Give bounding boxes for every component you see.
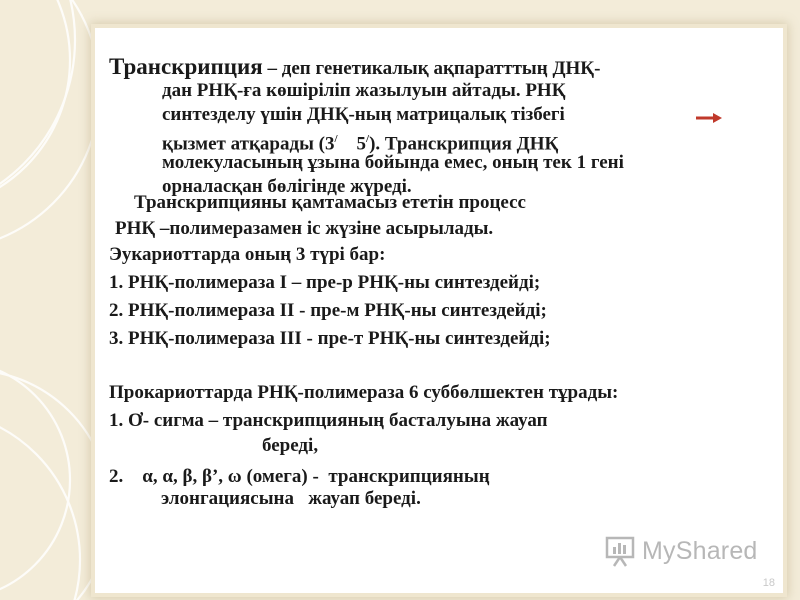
process-line-2: РНҚ –полимеразамен іс жүзіне асырылады. [115,218,494,239]
slide-title: Транскрипция [109,54,263,79]
eukaryote-item-3: 3. РНҚ-полимераза ІІІ - пре-т РНҚ-ны синтездейді; [109,328,551,349]
prokaryote-item-1-cont: береді, [262,435,319,456]
watermark [604,534,758,568]
prokaryote-intro: Прокариоттарда РНҚ-полимераза 6 суббөлшектен тұрады: [109,382,619,403]
page-number: 18 [762,577,775,589]
definition-line-6: орналасқан бөлігінде жүреді. [162,176,412,197]
eukaryote-item-2: 2. РНҚ-полимераза ІІ - пре-м РНҚ-ны синтездейді; [109,300,547,321]
watermark-text: MyShared [642,536,758,565]
process-line-1: Транскрипцияны қамтамасыз ететін процесс [134,192,526,213]
definition-line-5: молекуласының ұзына бойында емес, оның тек 1 гені [162,152,624,173]
arrow-right-icon [695,112,723,124]
definition-line-2: дан РНҚ-ға көшіріліп жазылуын айтады. РНҚ [162,80,566,101]
eukaryote-intro: Эукариоттарда оның 3 түрі бар: [109,244,386,265]
definition-line-4: қызмет атқарады (3/ 5/). Транскрипция ДНҚ [162,133,559,155]
eukaryote-item-1: 1. РНҚ-полимераза І – пре-р РНҚ-ны синтездейді; [109,272,541,293]
slide-card [95,28,783,593]
definition-line-1: Транскрипция – деп генетикалық ақпаратттың ДНҚ- [109,54,601,79]
prokaryote-item-2: 2. α, α, β, β’, ω (омега) - транскрипцияның [109,466,490,487]
prokaryote-item-2-cont: элонгациясына жауап береді. [161,488,421,509]
prokaryote-item-1: 1. Ơ- сигма – транскрипцияның басталуына жауап [109,410,548,431]
presentation-icon [604,534,638,568]
definition-line-3: синтезделу үшін ДНҚ-ның матрицалық тізбегі [162,104,565,125]
